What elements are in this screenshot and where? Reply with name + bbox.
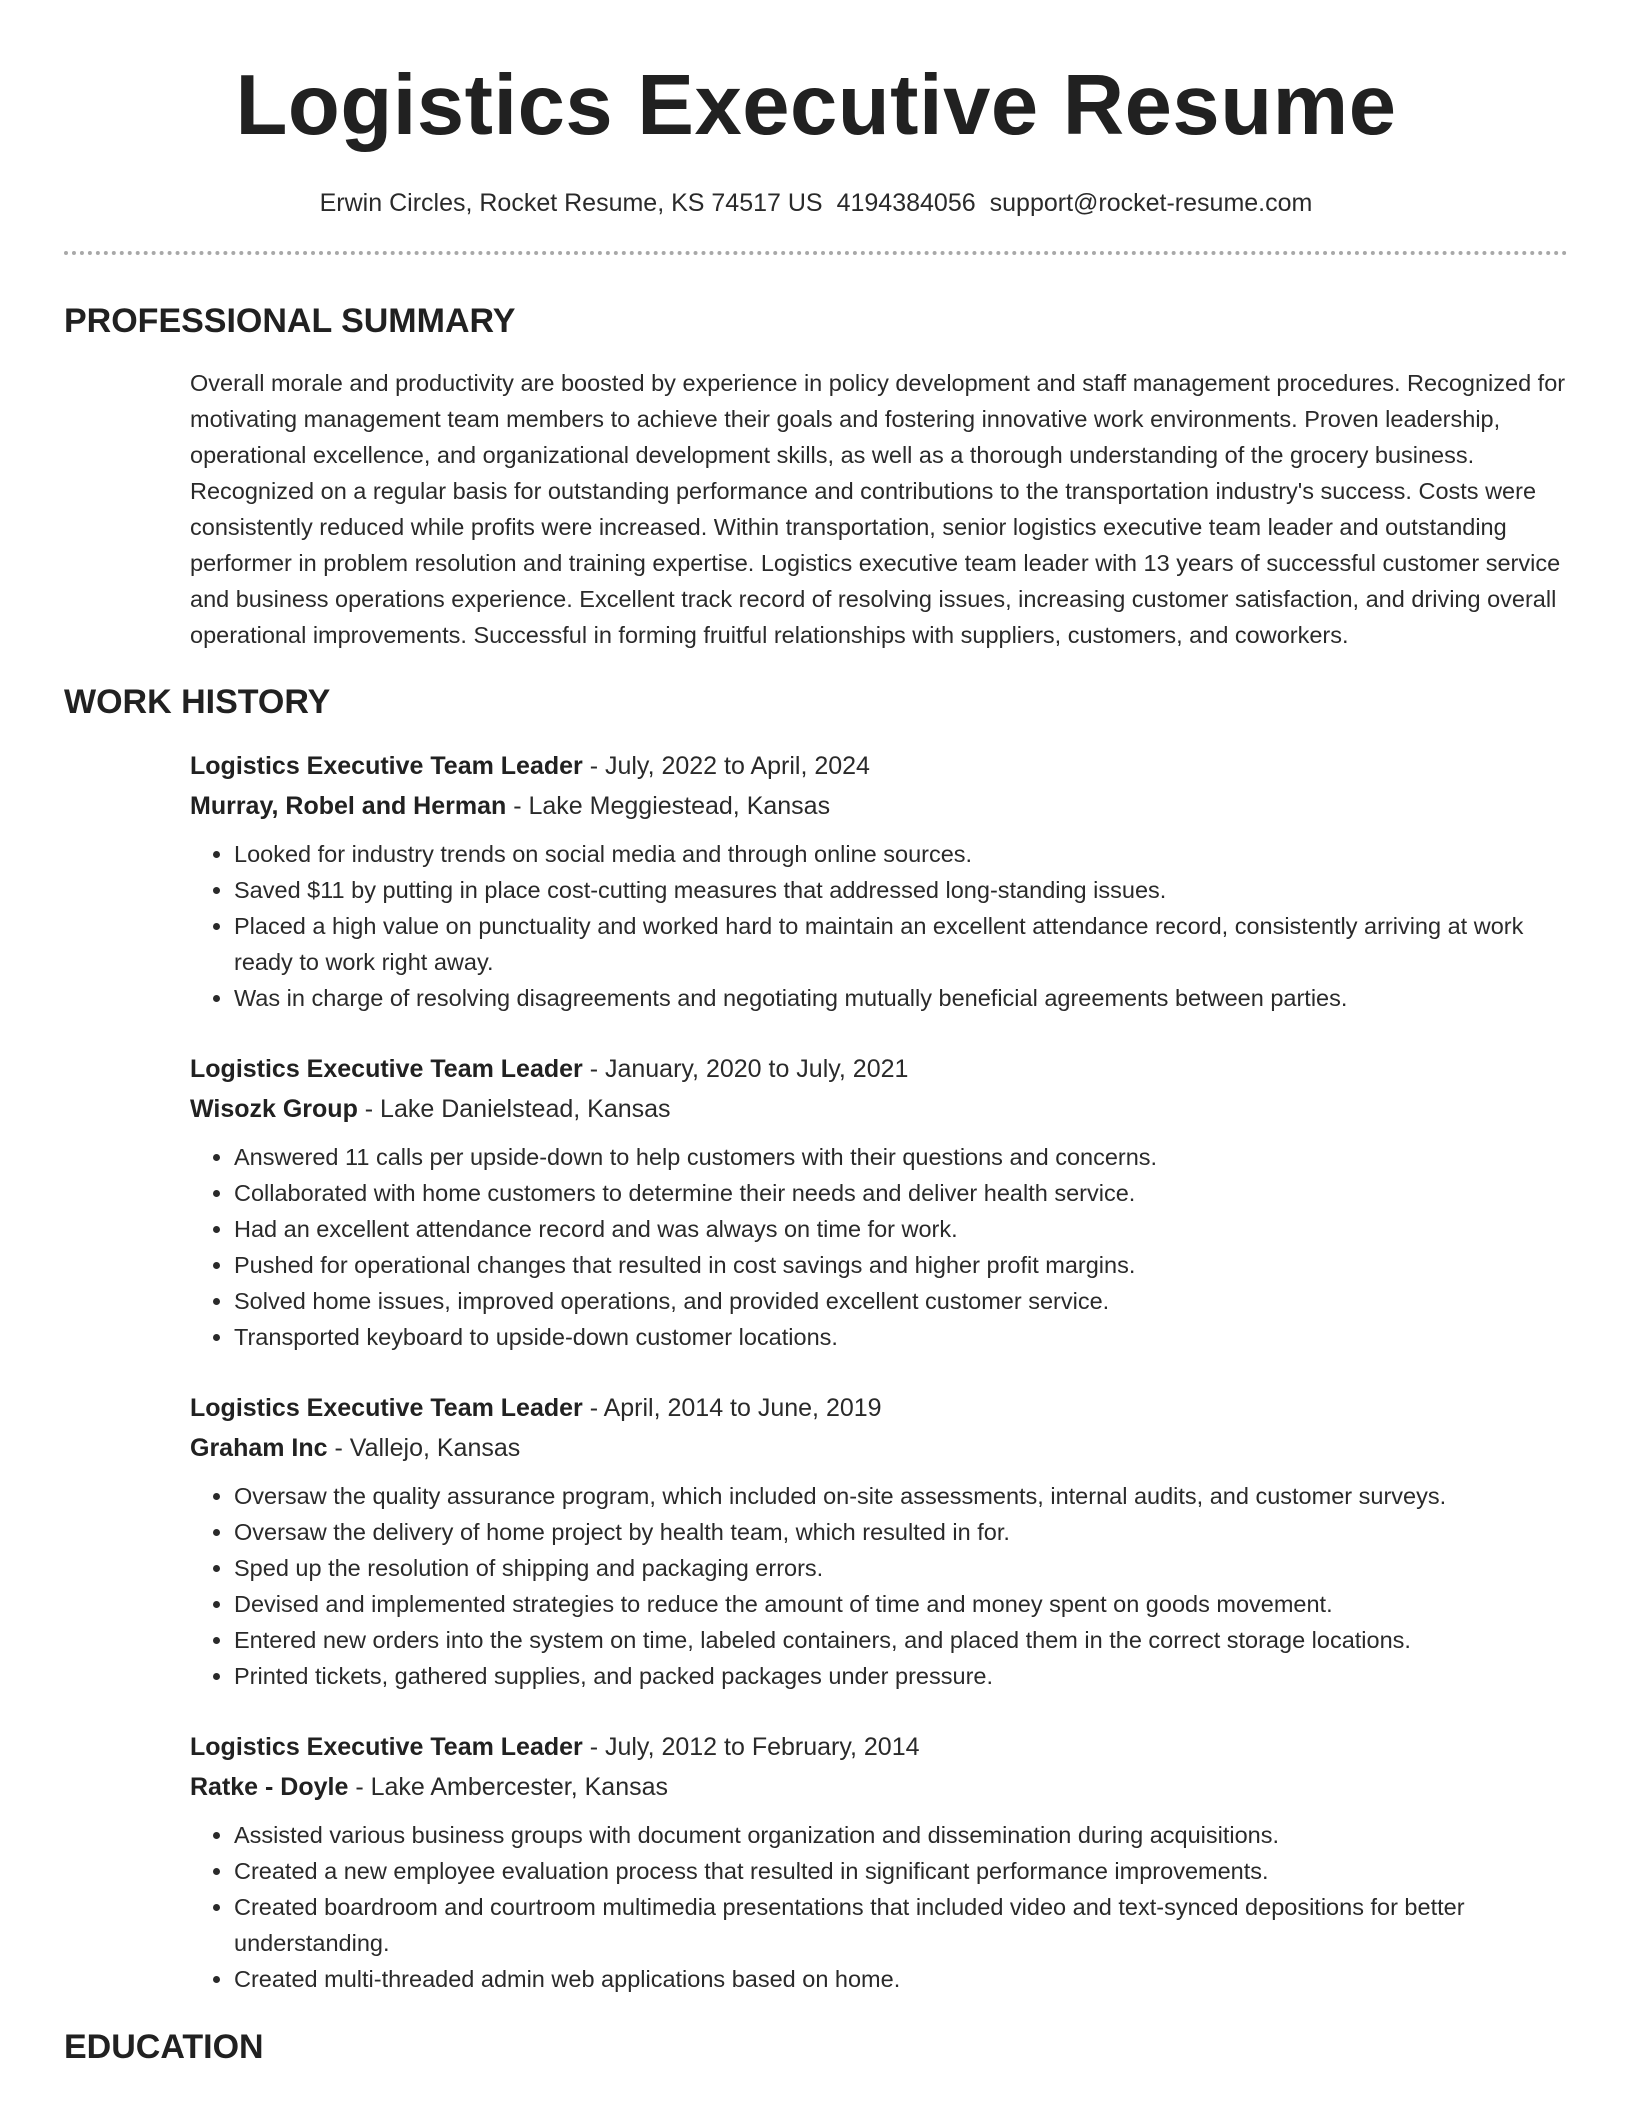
job-location: - Vallejo, Kansas bbox=[327, 1434, 521, 1462]
job-bullet: • Assisted various business groups with document organization and dissemination during acquisitions. bbox=[234, 1817, 1568, 1853]
job-bullets bbox=[190, 1139, 1568, 1355]
job-bullets bbox=[190, 1478, 1568, 1694]
contact-email: support@rocket-resume.com bbox=[989, 189, 1313, 217]
summary-section bbox=[64, 299, 1568, 653]
work-history-section bbox=[64, 680, 1568, 1997]
education-section bbox=[64, 2025, 1568, 2069]
job-title-line bbox=[190, 1727, 1568, 1767]
job-entry bbox=[190, 746, 1568, 1016]
job-location: - Lake Danielstead, Kansas bbox=[357, 1095, 671, 1123]
job-dates: - July, 2022 to April, 2024 bbox=[582, 752, 870, 780]
job-bullet: • Sped up the resolution of shipping and packaging errors. bbox=[234, 1550, 1568, 1586]
job-dates: - April, 2014 to June, 2019 bbox=[582, 1394, 882, 1422]
job-location: - Lake Meggiestead, Kansas bbox=[506, 792, 831, 820]
summary-heading: PROFESSIONAL SUMMARY bbox=[64, 302, 516, 340]
contact-line bbox=[64, 186, 1568, 220]
job-title: Logistics Executive Team Leader bbox=[190, 1733, 583, 1761]
job-bullet: • Entered new orders into the system on time, labeled containers, and placed them in the correct storage locations. bbox=[234, 1622, 1568, 1658]
job-title-line bbox=[190, 1388, 1568, 1428]
job-bullet: • Collaborated with home customers to determine their needs and deliver health service. bbox=[234, 1175, 1568, 1211]
job-bullet: • Created multi-threaded admin web applications based on home. bbox=[234, 1961, 1568, 1997]
job-title: Logistics Executive Team Leader bbox=[190, 752, 583, 780]
job-title-line bbox=[190, 1049, 1568, 1089]
job-title-line bbox=[190, 746, 1568, 786]
job-bullets bbox=[190, 836, 1568, 1016]
job-bullet: • Answered 11 calls per upside-down to help customers with their questions and concerns. bbox=[234, 1139, 1568, 1175]
job-entry bbox=[190, 1388, 1568, 1694]
job-bullet: • Printed tickets, gathered supplies, and packed packages under pressure. bbox=[234, 1658, 1568, 1694]
job-bullet: • Oversaw the quality assurance program, which included on-site assessments, internal audits, and customer surveys. bbox=[234, 1478, 1568, 1514]
job-bullet: • Devised and implemented strategies to reduce the amount of time and money spent on goods movement. bbox=[234, 1586, 1568, 1622]
header-divider bbox=[64, 251, 1568, 255]
resume-title: Logistics Executive Resume bbox=[235, 58, 1397, 153]
job-bullet: • Created a new employee evaluation process that resulted in significant performance improvements. bbox=[234, 1853, 1568, 1889]
job-company: Wisozk Group bbox=[190, 1095, 358, 1123]
job-bullets bbox=[190, 1817, 1568, 1997]
job-entry bbox=[190, 1727, 1568, 1997]
job-company-line bbox=[190, 1089, 1568, 1129]
job-company-line bbox=[190, 1428, 1568, 1468]
job-bullet: • Placed a high value on punctuality and worked hard to maintain an excellent attendance record, consistently arriving at work ready to work right away. bbox=[234, 908, 1568, 980]
job-bullet: • Transported keyboard to upside-down customer locations. bbox=[234, 1319, 1568, 1355]
summary-text: Overall morale and productivity are boosted by experience in policy development and staff management procedures. Recognized for motivating management team members to achieve their goals and fostering innovative work environments. Proven leadership, operational excellence, and organizational development skills, as well as a thorough understanding of the grocery business. Recognized on a regular basis for outstanding performance and contributions to the transportation industry's success. Costs were consistently reduced while profits were increased. Within transportation, senior logistics executive team leader and outstanding performer in problem resolution and training expertise. Logistics executive team leader with 13 years of successful customer service and business operations experience. Excellent track record of resolving issues, increasing customer satisfaction, and driving overall operational improvements. Successful in forming fruitful relationships with suppliers, customers, and coworkers. bbox=[190, 370, 1566, 648]
education-heading: EDUCATION bbox=[64, 2028, 264, 2066]
job-title: Logistics Executive Team Leader bbox=[190, 1055, 583, 1083]
job-bullet: • Oversaw the delivery of home project by health team, which resulted in for. bbox=[234, 1514, 1568, 1550]
job-bullet: • Had an excellent attendance record and was always on time for work. bbox=[234, 1211, 1568, 1247]
job-company-line bbox=[190, 786, 1568, 826]
job-company-line bbox=[190, 1767, 1568, 1807]
job-entry bbox=[190, 1049, 1568, 1355]
job-bullet: • Looked for industry trends on social media and through online sources. bbox=[234, 836, 1568, 872]
job-bullet: • Was in charge of resolving disagreements and negotiating mutually beneficial agreements between parties. bbox=[234, 980, 1568, 1016]
job-bullet: • Solved home issues, improved operations, and provided excellent customer service. bbox=[234, 1283, 1568, 1319]
job-bullet: • Saved $11 by putting in place cost-cutting measures that addressed long-standing issues. bbox=[234, 872, 1568, 908]
work-history-heading: WORK HISTORY bbox=[64, 683, 331, 721]
job-dates: - January, 2020 to July, 2021 bbox=[582, 1055, 909, 1083]
contact-phone: 4194384056 bbox=[836, 189, 976, 217]
contact-address: Erwin Circles, Rocket Resume, KS 74517 US bbox=[319, 189, 823, 217]
job-location: - Lake Ambercester, Kansas bbox=[348, 1773, 668, 1801]
job-dates: - July, 2012 to February, 2014 bbox=[582, 1733, 920, 1761]
job-company: Murray, Robel and Herman bbox=[190, 792, 507, 820]
job-company: Graham Inc bbox=[190, 1434, 328, 1462]
resume-page bbox=[64, 0, 1568, 2069]
job-company: Ratke - Doyle bbox=[190, 1773, 349, 1801]
job-bullet: • Pushed for operational changes that resulted in cost savings and higher profit margins. bbox=[234, 1247, 1568, 1283]
job-bullet: • Created boardroom and courtroom multimedia presentations that included video and text-synced depositions for better understanding. bbox=[234, 1889, 1568, 1961]
job-title: Logistics Executive Team Leader bbox=[190, 1394, 583, 1422]
